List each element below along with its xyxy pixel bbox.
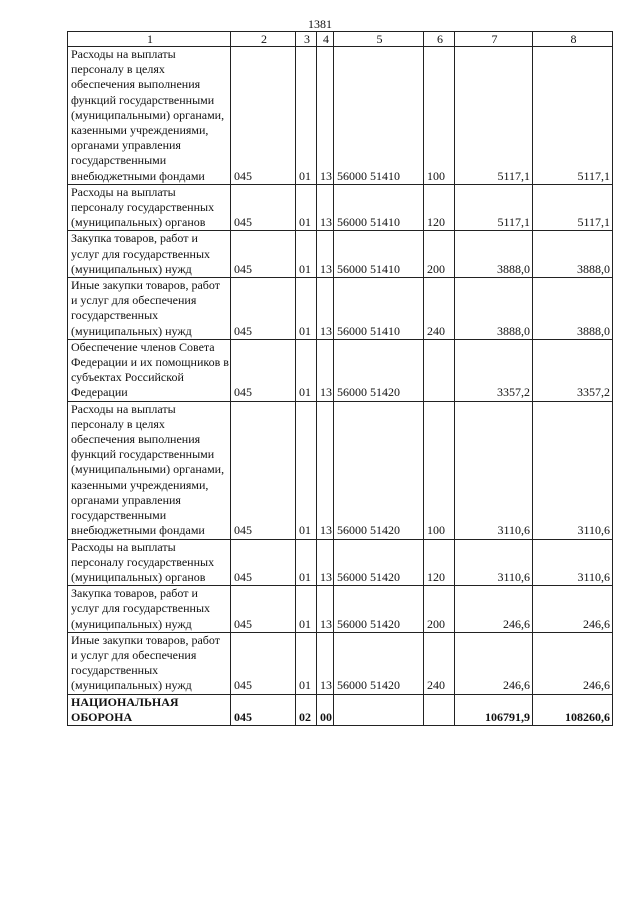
cell-expense-type: 100	[424, 47, 455, 185]
table-row	[68, 339, 613, 401]
row-name: Иные закупки товаров, работ и услуг для обеспечения государственных (муниципальных) нужд	[68, 632, 231, 694]
row-name: Расходы на выплаты персоналу государственных (муниципальных) органов	[68, 539, 231, 586]
column-header: 8	[533, 32, 613, 47]
budget-table	[67, 31, 613, 726]
cell-amount-1: 3110,6	[455, 539, 533, 586]
cell-admin-code: 045	[231, 539, 296, 586]
column-header: 2	[231, 32, 296, 47]
column-header: 5	[334, 32, 424, 47]
cell-subsection: 13	[317, 278, 334, 340]
cell-amount-1: 5117,1	[455, 184, 533, 231]
column-header: 6	[424, 32, 455, 47]
cell-section: 01	[296, 47, 317, 185]
cell-section: 01	[296, 401, 317, 539]
cell-amount-2: 3888,0	[533, 278, 613, 340]
row-name: Закупка товаров, работ и услуг для государственных (муниципальных) нужд	[68, 231, 231, 278]
cell-target-code: 56000 51420	[334, 401, 424, 539]
cell-admin-code: 045	[231, 184, 296, 231]
column-header: 7	[455, 32, 533, 47]
table-row	[68, 47, 613, 185]
cell-target-code: 56000 51420	[334, 339, 424, 401]
cell-amount-2: 108260,6	[533, 694, 613, 725]
cell-expense-type: 100	[424, 401, 455, 539]
cell-expense-type: 240	[424, 278, 455, 340]
cell-amount-1: 246,6	[455, 586, 533, 633]
cell-admin-code: 045	[231, 231, 296, 278]
cell-section: 01	[296, 278, 317, 340]
cell-section: 01	[296, 339, 317, 401]
cell-target-code: 56000 51410	[334, 278, 424, 340]
row-name: Иные закупки товаров, работ и услуг для обеспечения государственных (муниципальных) нужд	[68, 278, 231, 340]
cell-subsection: 13	[317, 231, 334, 278]
cell-section: 01	[296, 184, 317, 231]
row-name: Расходы на выплаты персоналу государственных (муниципальных) органов	[68, 184, 231, 231]
cell-admin-code: 045	[231, 632, 296, 694]
cell-section: 01	[296, 586, 317, 633]
column-header: 3	[296, 32, 317, 47]
cell-section: 01	[296, 632, 317, 694]
cell-subsection: 13	[317, 539, 334, 586]
cell-amount-1: 3888,0	[455, 231, 533, 278]
cell-admin-code: 045	[231, 278, 296, 340]
cell-expense-type: 240	[424, 632, 455, 694]
cell-subsection: 13	[317, 586, 334, 633]
cell-amount-2: 5117,1	[533, 184, 613, 231]
cell-expense-type	[424, 339, 455, 401]
cell-subsection: 13	[317, 401, 334, 539]
cell-amount-2: 246,6	[533, 632, 613, 694]
cell-admin-code: 045	[231, 694, 296, 725]
row-name: НАЦИОНАЛЬНАЯ ОБОРОНА	[68, 694, 231, 725]
column-header: 1	[68, 32, 231, 47]
cell-expense-type: 120	[424, 539, 455, 586]
cell-target-code	[334, 694, 424, 725]
cell-target-code: 56000 51420	[334, 586, 424, 633]
table-row	[68, 586, 613, 633]
cell-amount-1: 5117,1	[455, 47, 533, 185]
cell-target-code: 56000 51410	[334, 231, 424, 278]
row-name: Обеспечение членов Совета Федерации и их помощников в субъектах Российской Федерации	[68, 339, 231, 401]
cell-expense-type	[424, 694, 455, 725]
table-row	[68, 231, 613, 278]
cell-amount-2: 3888,0	[533, 231, 613, 278]
cell-subsection: 13	[317, 184, 334, 231]
cell-amount-1: 3110,6	[455, 401, 533, 539]
cell-target-code: 56000 51410	[334, 184, 424, 231]
table-row	[68, 694, 613, 725]
cell-subsection: 13	[317, 47, 334, 185]
cell-subsection: 00	[317, 694, 334, 725]
table-row	[68, 278, 613, 340]
table-row	[68, 184, 613, 231]
cell-expense-type: 200	[424, 231, 455, 278]
cell-amount-2: 5117,1	[533, 47, 613, 185]
cell-section: 01	[296, 539, 317, 586]
cell-amount-2: 3110,6	[533, 539, 613, 586]
row-name: Расходы на выплаты персоналу в целях обеспечения выполнения функций государственными (муниципальными) органами, казенными учреждениями, органами управления государственными внебюджетными фондами	[68, 47, 231, 185]
cell-amount-1: 246,6	[455, 632, 533, 694]
page-number: 1381	[308, 17, 332, 31]
cell-amount-1: 3357,2	[455, 339, 533, 401]
cell-admin-code: 045	[231, 586, 296, 633]
cell-subsection: 13	[317, 339, 334, 401]
cell-admin-code: 045	[231, 339, 296, 401]
cell-target-code: 56000 51420	[334, 632, 424, 694]
table-body	[68, 32, 613, 726]
cell-admin-code: 045	[231, 47, 296, 185]
table-header-row	[68, 32, 613, 47]
cell-amount-2: 3110,6	[533, 401, 613, 539]
cell-expense-type: 200	[424, 586, 455, 633]
row-name: Расходы на выплаты персоналу в целях обеспечения выполнения функций государственными (муниципальными) органами, казенными учреждениями, органами управления государственными внебюджетными фондами	[68, 401, 231, 539]
table-row	[68, 539, 613, 586]
cell-amount-1: 3888,0	[455, 278, 533, 340]
cell-subsection: 13	[317, 632, 334, 694]
cell-amount-2: 3357,2	[533, 339, 613, 401]
cell-amount-2: 246,6	[533, 586, 613, 633]
table-row	[68, 401, 613, 539]
cell-admin-code: 045	[231, 401, 296, 539]
row-name: Закупка товаров, работ и услуг для государственных (муниципальных) нужд	[68, 586, 231, 633]
table-row	[68, 632, 613, 694]
cell-section: 01	[296, 231, 317, 278]
column-header: 4	[317, 32, 334, 47]
cell-amount-1: 106791,9	[455, 694, 533, 725]
cell-expense-type: 120	[424, 184, 455, 231]
cell-target-code: 56000 51420	[334, 539, 424, 586]
cell-target-code: 56000 51410	[334, 47, 424, 185]
cell-section: 02	[296, 694, 317, 725]
